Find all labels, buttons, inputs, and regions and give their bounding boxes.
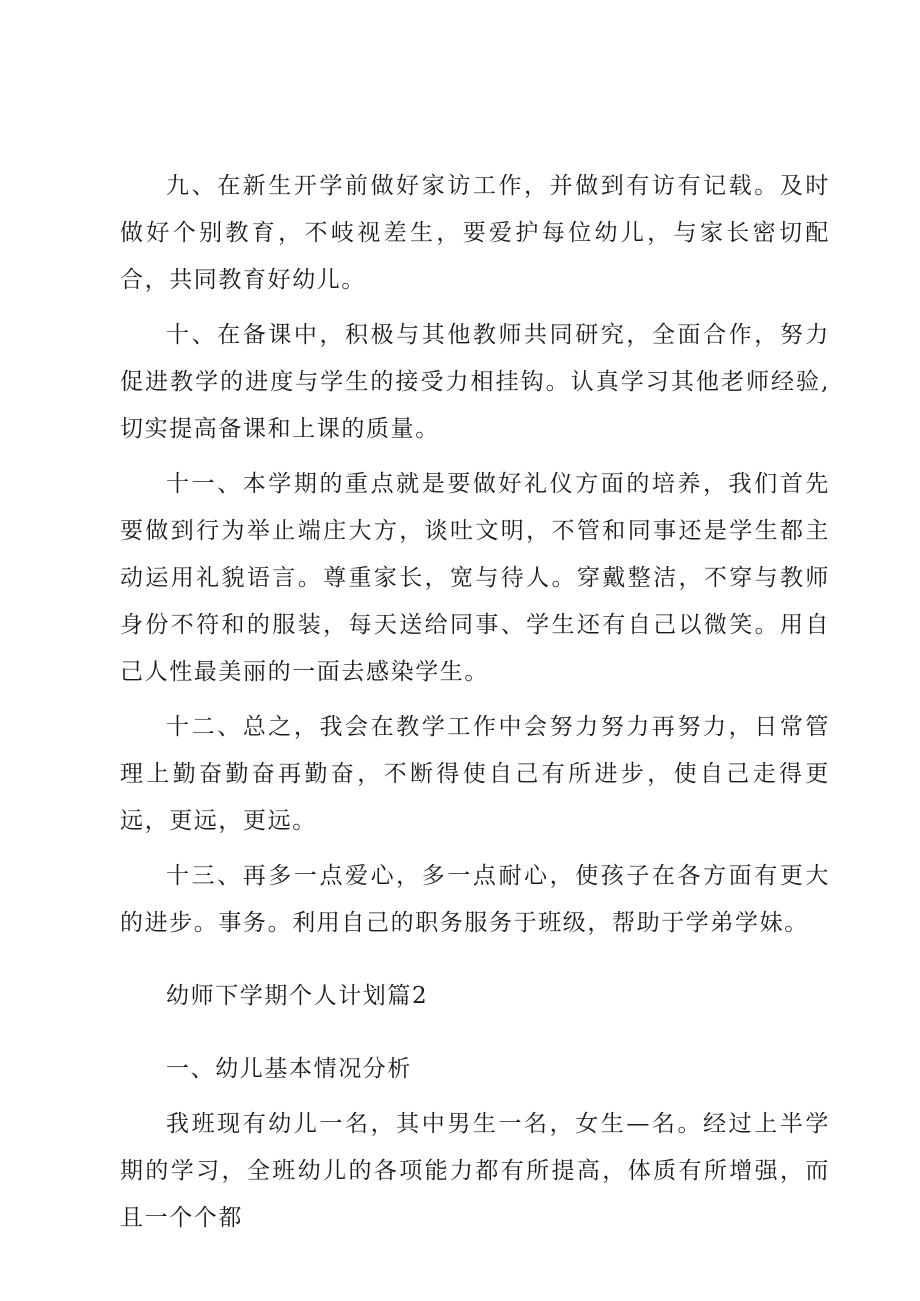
paragraph-11: 十一、本学期的重点就是要做好礼仪方面的培养，我们首先要做到行为举止端庄大方，谈吐文明，不管和同事还是学生都主动运用礼貌语言。尊重家长，宽与待人。穿戴整洁，不穿与教师身份不符和的服装，每天送给同事、学生还有自己以微笑。用自己人性最美丽的一面去感染学生。 — [120, 471, 830, 685]
document-body — [120, 163, 830, 1250]
section-subheading: 一、幼儿基本情况分析 — [166, 1056, 412, 1082]
paragraph-13: 十三、再多一点爱心，多一点耐心，使孩子在各方面有更大的进步。事务。利用自己的职务服务于班级，帮助于学弟学妹。 — [120, 863, 830, 936]
paragraph-12: 十二、总之，我会在教学工作中会努力努力再努力，日常管理上勤奋勤奋再勤奋，不断得使自己有所进步，使自己走得更远，更远，更远。 — [120, 714, 830, 834]
paragraph-10: 十、在备课中，积极与其他教师共同研究，全面合作，努力促进教学的进度与学生的接受力相挂钩。认真学习其他老师经验,切实提高备课和上课的质量。 — [120, 322, 830, 442]
section-title: 幼师下学期个人计划篇2 — [166, 983, 429, 1009]
paragraph-9: 九、在新生开学前做好家访工作，并做到有访有记载。及时做好个别教育，不岐视差生，要爱护每位幼儿，与家长密切配合，共同教育好幼儿。 — [120, 173, 830, 293]
section-intro-paragraph: 我班现有幼儿一名，其中男生一名，女生—名。经过上半学期的学习，全班幼儿的各项能力都有所提高，体质有所增强，而且一个个都 — [120, 1111, 830, 1231]
